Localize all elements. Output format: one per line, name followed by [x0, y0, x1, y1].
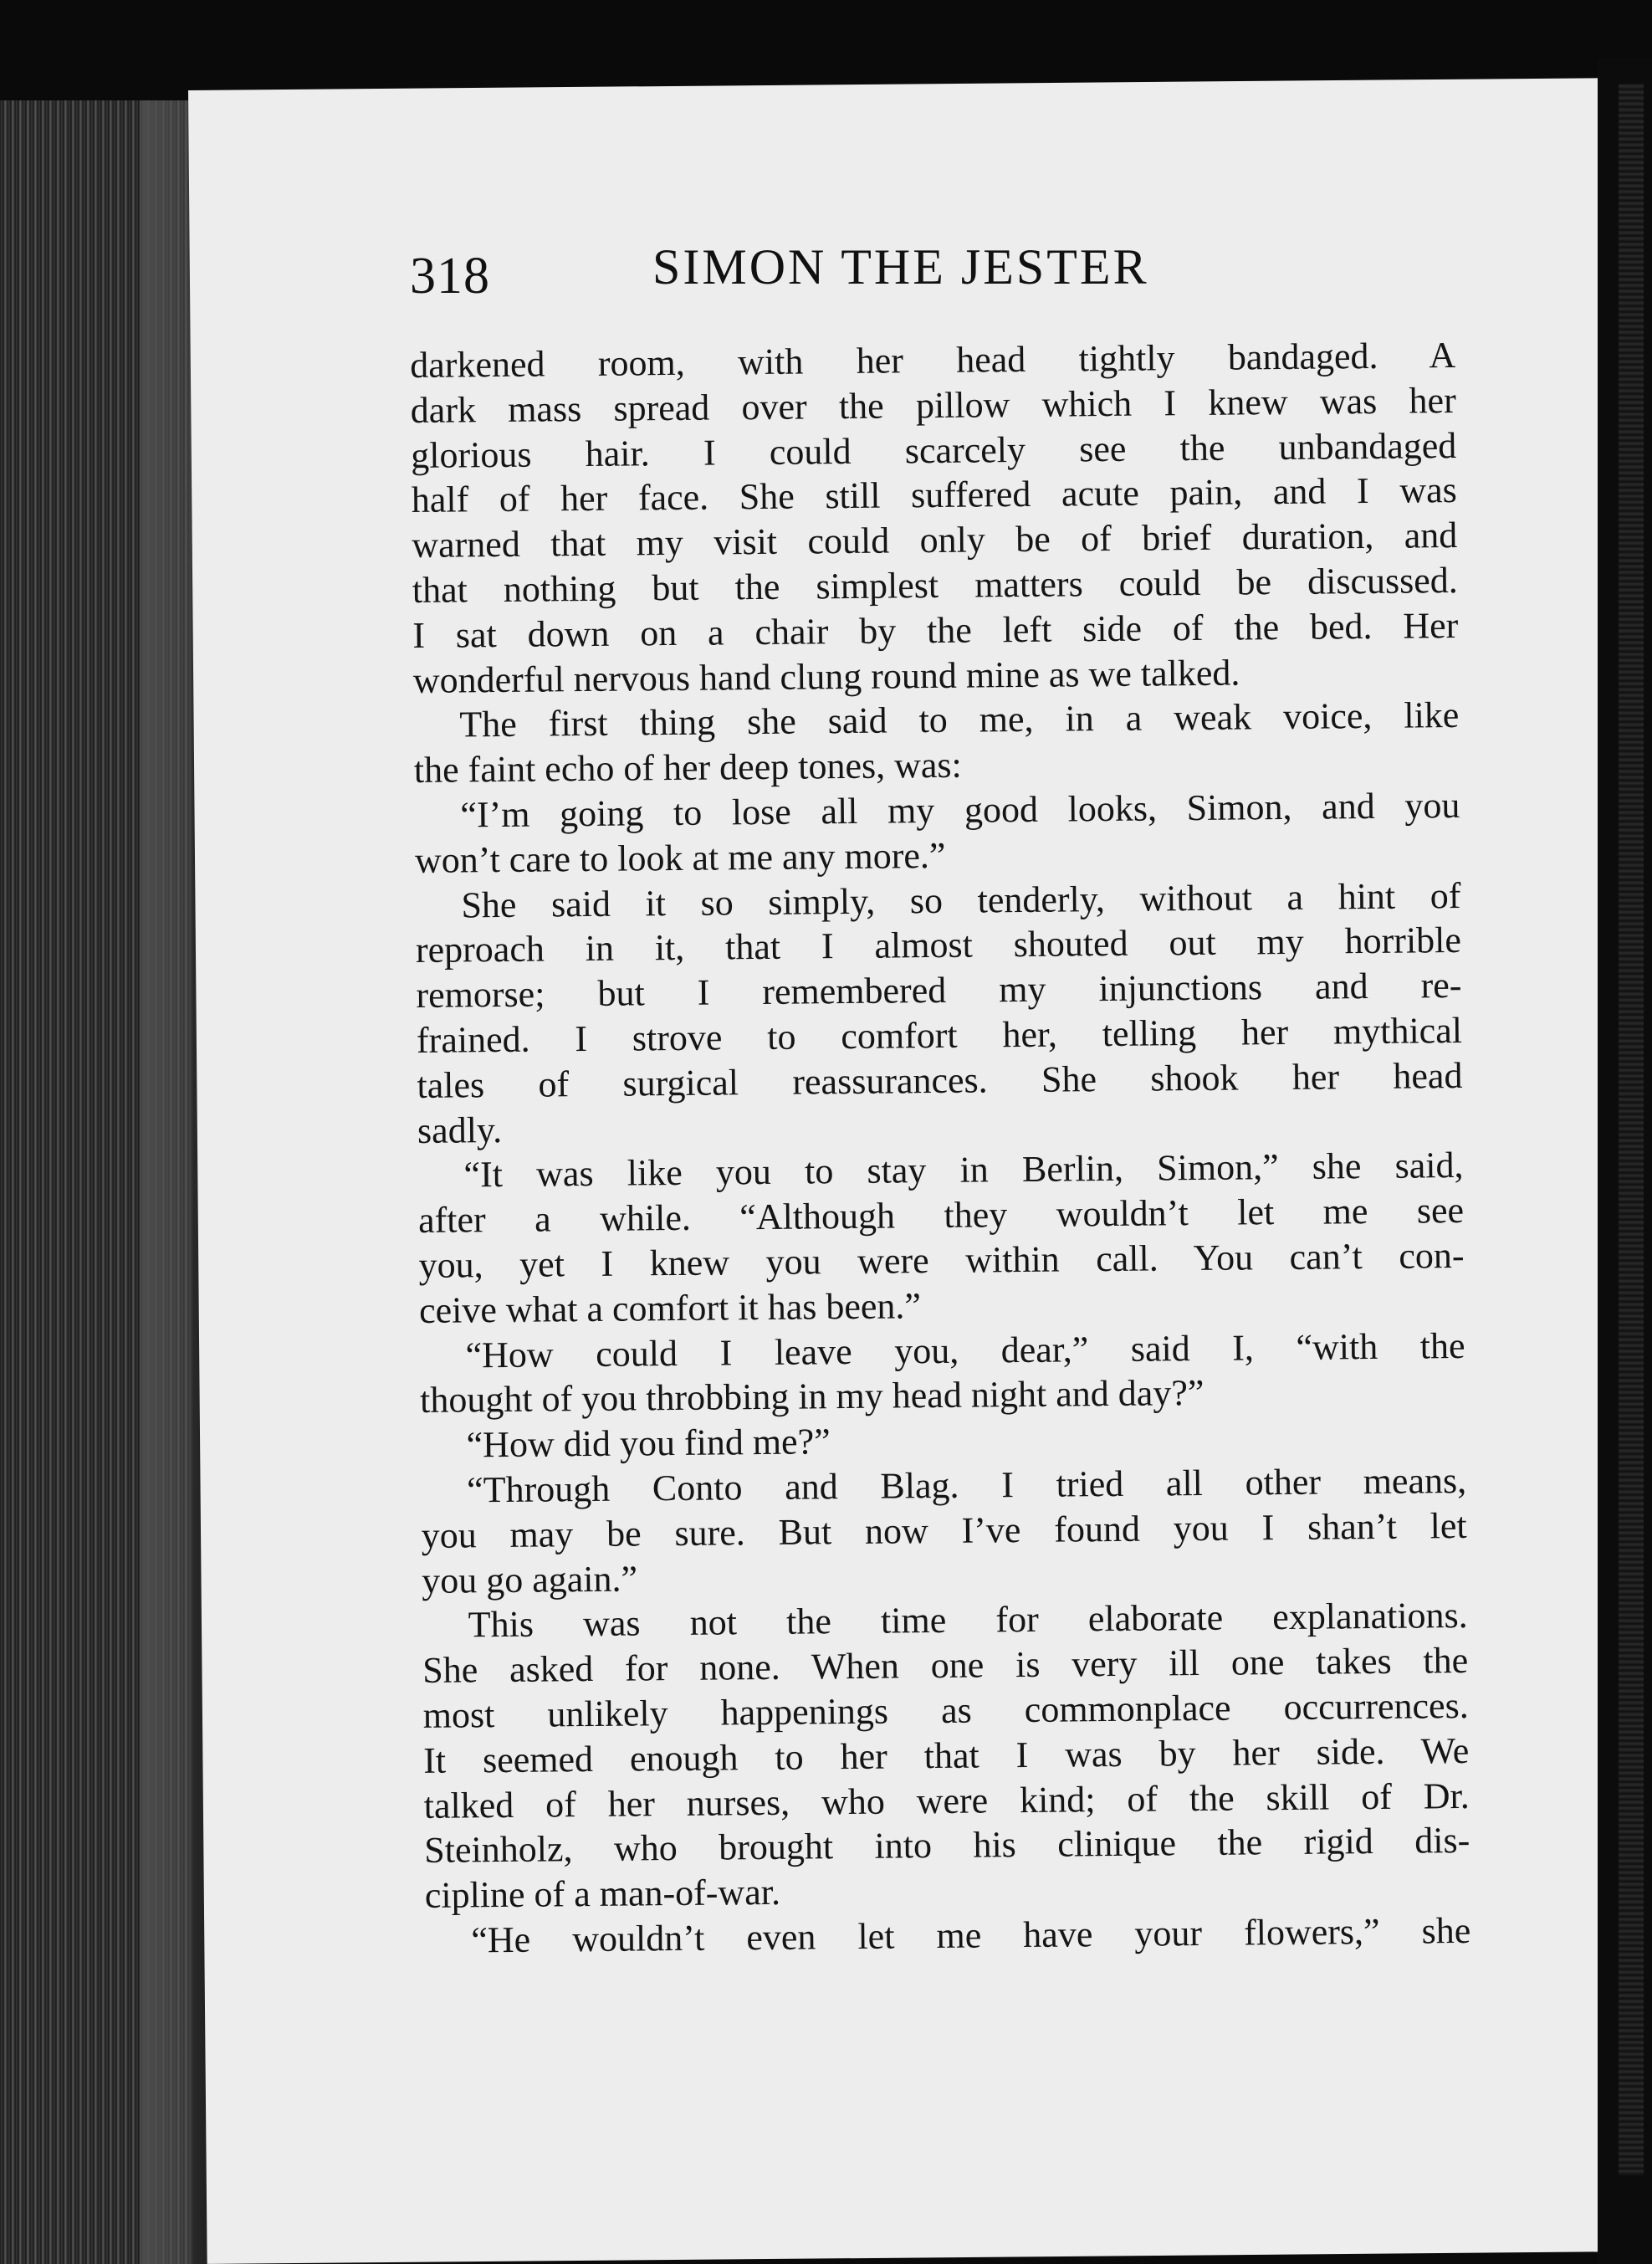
text-line: wonderful nervous hand clung round mine as we talked. [412, 652, 1240, 701]
text-line: talked of her nurses, who were kind; of the skill of Dr. [423, 1775, 1470, 1826]
text-line: frained. I strove to comfort her, telling her mythical [416, 1009, 1463, 1061]
text-line: sadly. [417, 1109, 503, 1151]
text-line: after a while. “Although they wouldn’t let me see [417, 1190, 1465, 1242]
text-line: the faint echo of her deep tones, was: [413, 744, 962, 791]
body-text [410, 333, 1471, 1964]
text-line: most unlikely happenings as commonplace occurrences. [422, 1684, 1469, 1736]
text-line: reproach in it, that I almost shouted out my horrible [415, 919, 1462, 971]
page-number: 318 [410, 248, 490, 305]
text-line: darkened room, with her head tightly bandaged. A [410, 335, 1456, 386]
text-line: She asked for none. When one is very ill one takes the [422, 1640, 1469, 1692]
text-line: dark mass spread over the pillow which I knew was her [410, 379, 1456, 431]
text-line: Steinholz, who brought into his clinique the rigid dis- [424, 1820, 1470, 1872]
text-line: won’t care to look at me any more.” [414, 834, 946, 881]
text-line: “It was like you to stay in Berlin, Simon,” she said, [463, 1145, 1464, 1196]
text-line: you, yet I knew you were within call. You can’t con- [418, 1234, 1465, 1286]
text-line: you may be sure. But now I’ve found you I shan’t let [421, 1504, 1467, 1556]
text-line: “How did you find me?” [466, 1421, 831, 1466]
text-line: “I’m going to lose all my good looks, Simon, and you [460, 784, 1460, 836]
text-line: half of her face. She still suffered acute pain, and I was [411, 469, 1457, 521]
text-line: tales of surgical reassurances. She shook her head [417, 1054, 1463, 1106]
text-line: thought of you throbbing in my head night and day?” [419, 1372, 1204, 1421]
text-line: It seemed enough to her that I was by her side. We [423, 1729, 1470, 1781]
text-line: remorse; but I remembered my injunctions and re- [416, 965, 1462, 1017]
text-line: that nothing but the simplest matters could be discussed. [412, 559, 1459, 611]
page-header [410, 238, 1455, 314]
text-line: you go again.” [421, 1557, 638, 1601]
text-line: ceive what a comfort it has been.” [418, 1284, 922, 1331]
text-line: She said it so simply, so tenderly, without a hint of [461, 874, 1461, 926]
text-line: “How could I leave you, dear,” said I, “with the [465, 1324, 1465, 1375]
text-line: “Through Conto and Blag. I tried all other means, [466, 1459, 1467, 1511]
running-title: SIMON THE JESTER [652, 239, 1149, 295]
text-line: The first thing she said to me, in a weak voice, like [459, 694, 1460, 745]
text-line: glorious hair. I could scarcely see the unbandaged [411, 424, 1457, 476]
text-line: warned that my visit could only be of brief duration, and [412, 515, 1458, 566]
text-line: This was not the time for elaborate explanations. [468, 1595, 1468, 1646]
next-page-edge [1619, 84, 1644, 2175]
text-line: “He wouldn’t even let me have your flowers,” she [471, 1909, 1471, 1961]
text-line: I sat down on a chair by the left side of the bed. Her [412, 604, 1459, 656]
text-line: cipline of a man-of-war. [424, 1871, 781, 1917]
